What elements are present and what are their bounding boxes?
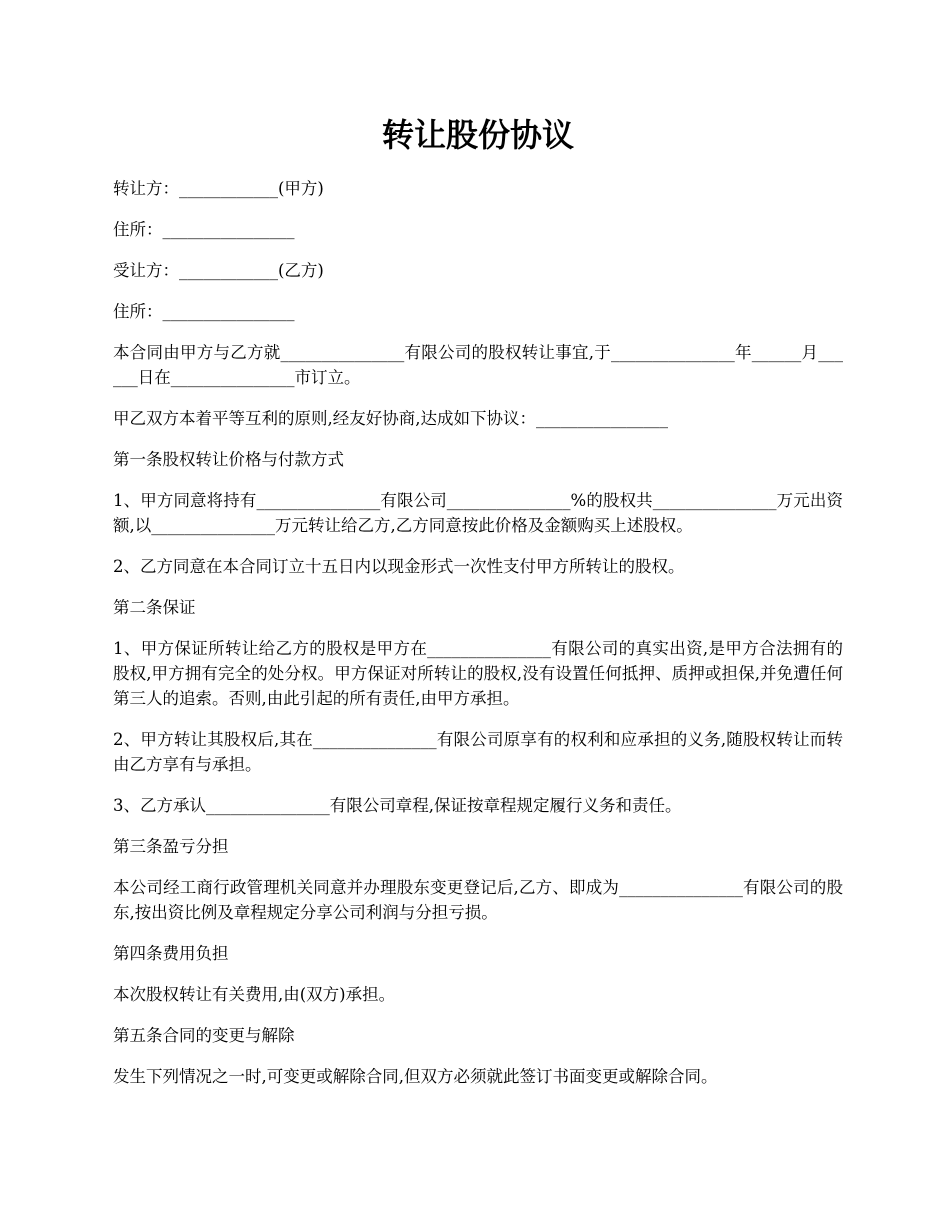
article-2-clause-3: 3、乙方承认_______________有限公司章程,保证按章程规定履行义务和责任。 xyxy=(113,796,682,815)
article-1-clause-2: 2、乙方同意在本合同订立十五日内以现金形式一次性支付甲方所转让的股权。 xyxy=(113,557,685,576)
document-title: 转让股份协议 xyxy=(381,116,574,154)
document-page xyxy=(113,110,843,1105)
article-1-heading: 第一条股权转让价格与付款方式 xyxy=(113,450,344,469)
article-3-body: 本公司经工商行政管理机关同意并办理股东变更登记后,乙方、即成为_______________有限公司的股东,按出资比例及章程规定分享公司利润与分担亏损。 xyxy=(113,878,843,922)
article-5-body: 发生下列情况之一时,可变更或解除合同,但双方必须就此签订书面变更或解除合同。 xyxy=(113,1067,718,1086)
article-2-clause-2: 2、甲方转让其股权后,其在_______________有限公司原享有的权利和应承担的义务,随股权转让而转由乙方享有与承担。 xyxy=(113,730,843,774)
transferor-line: 转让方：____________(甲方) xyxy=(113,179,324,198)
article-3-heading: 第三条盈亏分担 xyxy=(113,837,229,856)
transferor-address-line: 住所：________________ xyxy=(113,220,295,239)
article-4-body: 本次股权转让有关费用,由(双方)承担。 xyxy=(113,985,396,1004)
agreement-intro: 甲乙双方本着平等互利的原则,经友好协商,达成如下协议：________________ xyxy=(113,409,668,428)
contract-preamble: 本合同由甲方与乙方就_______________有限公司的股权转让事宜,于_______________年______月______日在_______________市订立。 xyxy=(113,343,843,387)
article-2-heading: 第二条保证 xyxy=(113,598,196,617)
transferee-line: 受让方：____________(乙方) xyxy=(113,261,324,280)
article-4-heading: 第四条费用负担 xyxy=(113,944,229,963)
article-2-clause-1: 1、甲方保证所转让给乙方的股权是甲方在_______________有限公司的真实出资,是甲方合法拥有的股权,甲方拥有完全的处分权。甲方保证对所转让的股权,没有设置任何抵押、质押或担保,并免遭任何第三人的追索。否则,由此引起的所有责任,由甲方承担。 xyxy=(113,639,843,708)
transferee-address-line: 住所：________________ xyxy=(113,302,295,321)
article-1-clause-1: 1、甲方同意将持有_______________有限公司_______________%的股权共_______________万元出资额,以_______________万元转让给乙方,乙方同意按此价格及金额购买上述股权。 xyxy=(113,491,843,535)
article-5-heading: 第五条合同的变更与解除 xyxy=(113,1026,295,1045)
